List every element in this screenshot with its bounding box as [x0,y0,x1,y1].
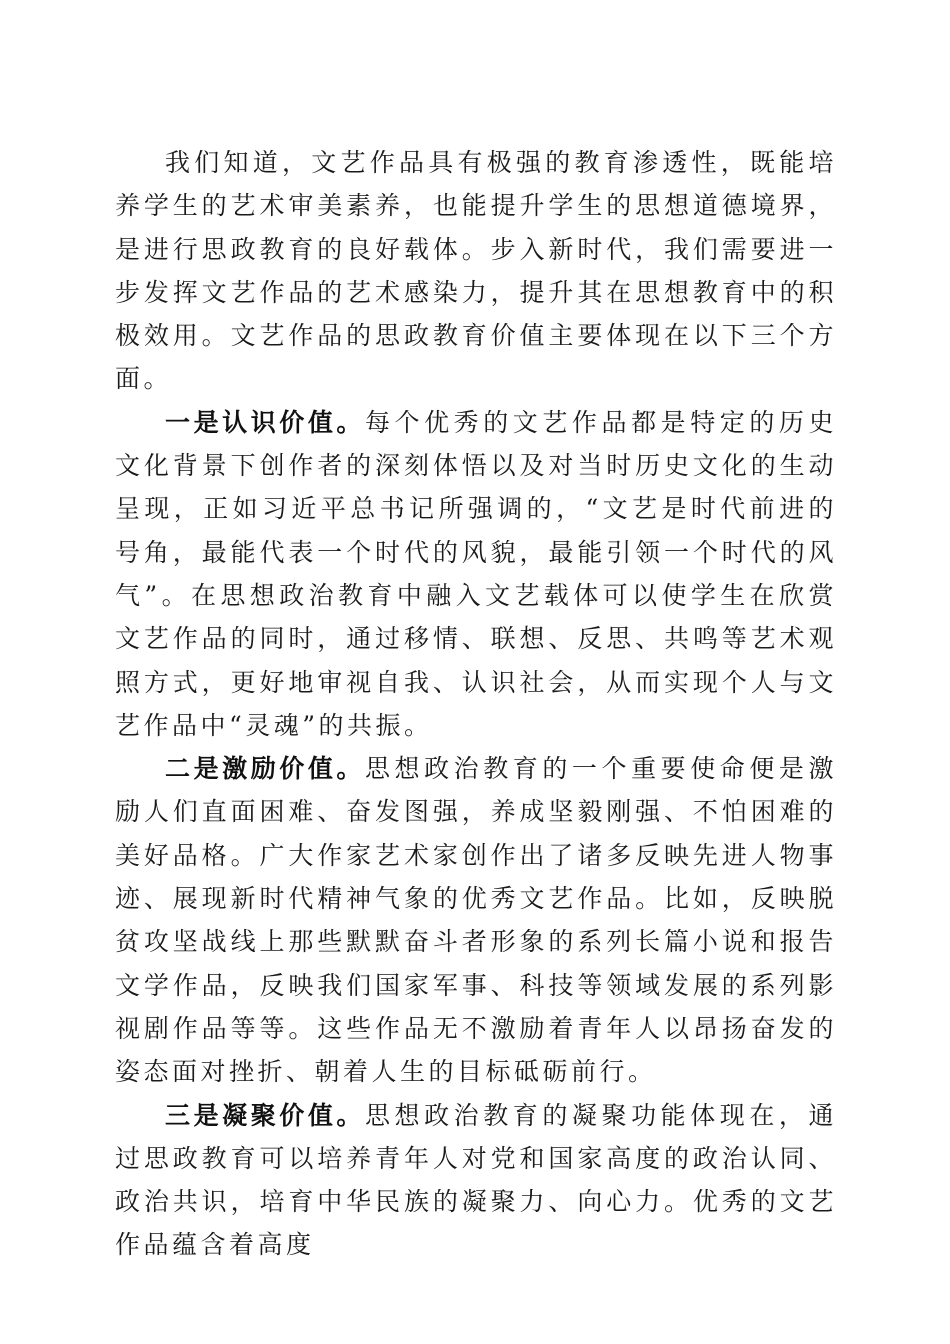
section-text: 思想政治教育的凝聚功能体现在，通过思政教育可以培养青年人对党和国家高度的政治认同、政治共识，培育中华民族的凝聚力、向心力。优秀的文艺作品蕴含着高度 [115,1100,837,1260]
section-heading: 一是认识价值。 [165,407,365,437]
section-motivational-value [115,747,837,1093]
document-body [115,141,837,1267]
section-text: 思想政治教育的一个重要使命便是激励人们直面困难、奋发图强，养成坚毅刚强、不怕困难的美好品格。广大作家艺术家创作出了诸多反映先进人物事迹、展现新时代精神气象的优秀文艺作品。比如，反映脱贫攻坚战线上那些默默奋斗者形象的系列长篇小说和报告文学作品，反映我们国家军事、科技等领域发展的系列影视剧作品等等。这些作品无不激励着青年人以昂扬奋发的姿态面对挫折、朝着人生的目标砥砺前行。 [115,754,837,1087]
intro-paragraph: 我们知道，文艺作品具有极强的教育渗透性，既能培养学生的艺术审美素养，也能提升学生的思想道德境界，是进行思政教育的良好载体。步入新时代，我们需要进一步发挥文艺作品的艺术感染力，提升其在思想教育中的积极效用。文艺作品的思政教育价值主要体现在以下三个方面。 [115,148,837,394]
section-cognitive-value [115,401,837,747]
section-text: 每个优秀的文艺作品都是特定的历史文化背景下创作者的深刻体悟以及对当时历史文化的生动呈现，正如习近平总书记所强调的，“文艺是时代前进的号角，最能代表一个时代的风貌，最能引领一个时代的风气”。在思想政治教育中融入文艺载体可以使学生在欣赏文艺作品的同时，通过移情、联想、反思、共鸣等艺术观照方式，更好地审视自我、认识社会，从而实现个人与文艺作品中“灵魂”的共振。 [115,407,837,740]
section-heading: 二是激励价值。 [165,754,365,784]
section-cohesive-value [115,1094,837,1267]
section-heading: 三是凝聚价值。 [165,1100,365,1130]
